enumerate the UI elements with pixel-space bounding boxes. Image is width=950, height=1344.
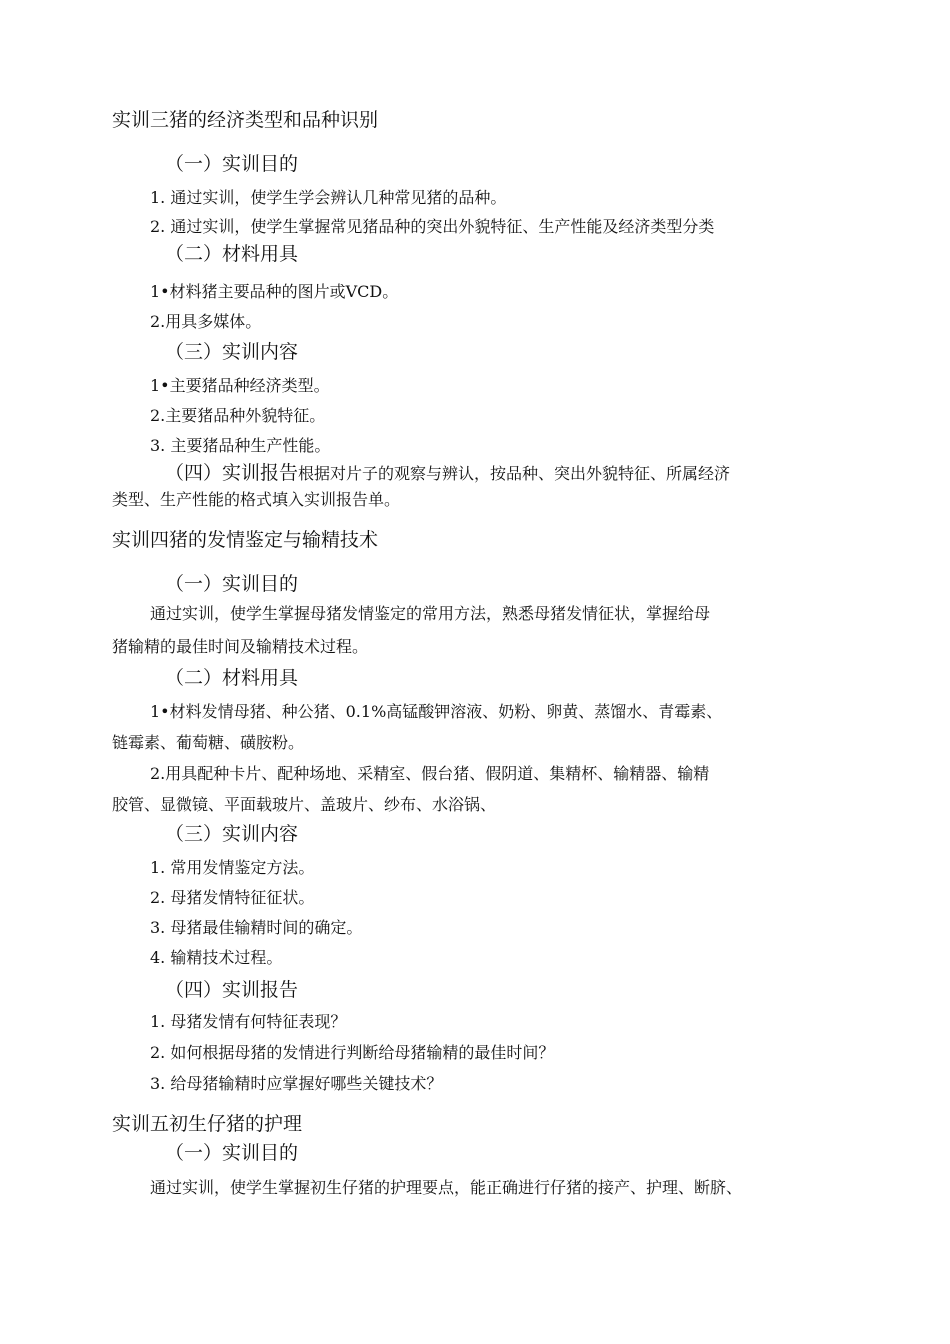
- report-text: 根据对片子的观察与辨认，按品种、突出外貌特征、所属经济: [298, 464, 731, 483]
- subheading-objective: （一）实训目的: [165, 153, 299, 175]
- subheading-content: （三）实训内容: [165, 341, 299, 363]
- paragraph: 2. 如何根据母猪的发情进行判断给母猪输精的最佳时间？: [150, 1043, 555, 1062]
- paragraph: 胶管、显微镜、平面载玻片、盖玻片、纱布、水浴锅、: [112, 795, 497, 814]
- paragraph: 2. 通过实训，使学生掌握常见猪品种的突出外貌特征、生产性能及经济类型分类: [150, 217, 715, 236]
- paragraph: 1•材料发情母猪、种公猪、0.1%高锰酸钾溶液、奶粉、卵黄、蒸馏水、青霉素、: [150, 702, 723, 721]
- paragraph: 猪输精的最佳时间及输精技术过程。: [112, 637, 369, 656]
- paragraph: 通过实训，使学生掌握初生仔猪的护理要点，能正确进行仔猪的接产、护理、断脐、: [150, 1178, 743, 1197]
- subheading-materials: （二）材料用具: [165, 667, 299, 689]
- paragraph: 2. 母猪发情特征征状。: [150, 888, 315, 907]
- paragraph: 1. 通过实训，使学生学会辨认几种常见猪的品种。: [150, 188, 507, 207]
- paragraph: 通过实训，使学生掌握母猪发情鉴定的常用方法，熟悉母猪发情征状，掌握给母: [150, 604, 711, 623]
- subheading-report: （四）实训报告: [165, 462, 299, 484]
- paragraph: 1•主要猪品种经济类型。: [150, 376, 330, 395]
- paragraph: 2.主要猪品种外貌特征。: [150, 406, 326, 425]
- subheading-objective: （一）实训目的: [165, 1142, 299, 1164]
- subheading-materials: （二）材料用具: [165, 243, 299, 265]
- paragraph: 链霉素、葡萄糖、磺胺粉。: [112, 733, 305, 752]
- section-title-4: 实训四猪的发情鉴定与输精技术: [112, 529, 379, 551]
- paragraph: 1•材料猪主要品种的图片或VCD。: [150, 282, 399, 301]
- subheading-objective: （一）实训目的: [165, 573, 299, 595]
- paragraph: 3. 主要猪品种生产性能。: [150, 436, 331, 455]
- paragraph: 4. 输精技术过程。: [150, 948, 283, 967]
- paragraph: 3. 给母猪输精时应掌握好哪些关键技术？: [150, 1074, 443, 1093]
- paragraph-report: [165, 463, 730, 484]
- paragraph: 2.用具多媒体。: [150, 312, 262, 331]
- section-title-5: 实训五初生仔猪的护理: [112, 1113, 303, 1135]
- paragraph: 1. 母猪发情有何特征表现？: [150, 1012, 347, 1031]
- subheading-report: （四）实训报告: [165, 979, 299, 1001]
- paragraph: 1. 常用发情鉴定方法。: [150, 858, 315, 877]
- paragraph: 3. 母猪最佳输精时间的确定。: [150, 918, 363, 937]
- paragraph: 2.用具配种卡片、配种场地、采精室、假台猪、假阴道、集精杯、输精器、输精: [150, 764, 710, 783]
- subheading-content: （三）实训内容: [165, 823, 299, 845]
- section-title-3: 实训三猪的经济类型和品种识别: [112, 109, 379, 131]
- paragraph: 类型、生产性能的格式填入实训报告单。: [112, 490, 401, 509]
